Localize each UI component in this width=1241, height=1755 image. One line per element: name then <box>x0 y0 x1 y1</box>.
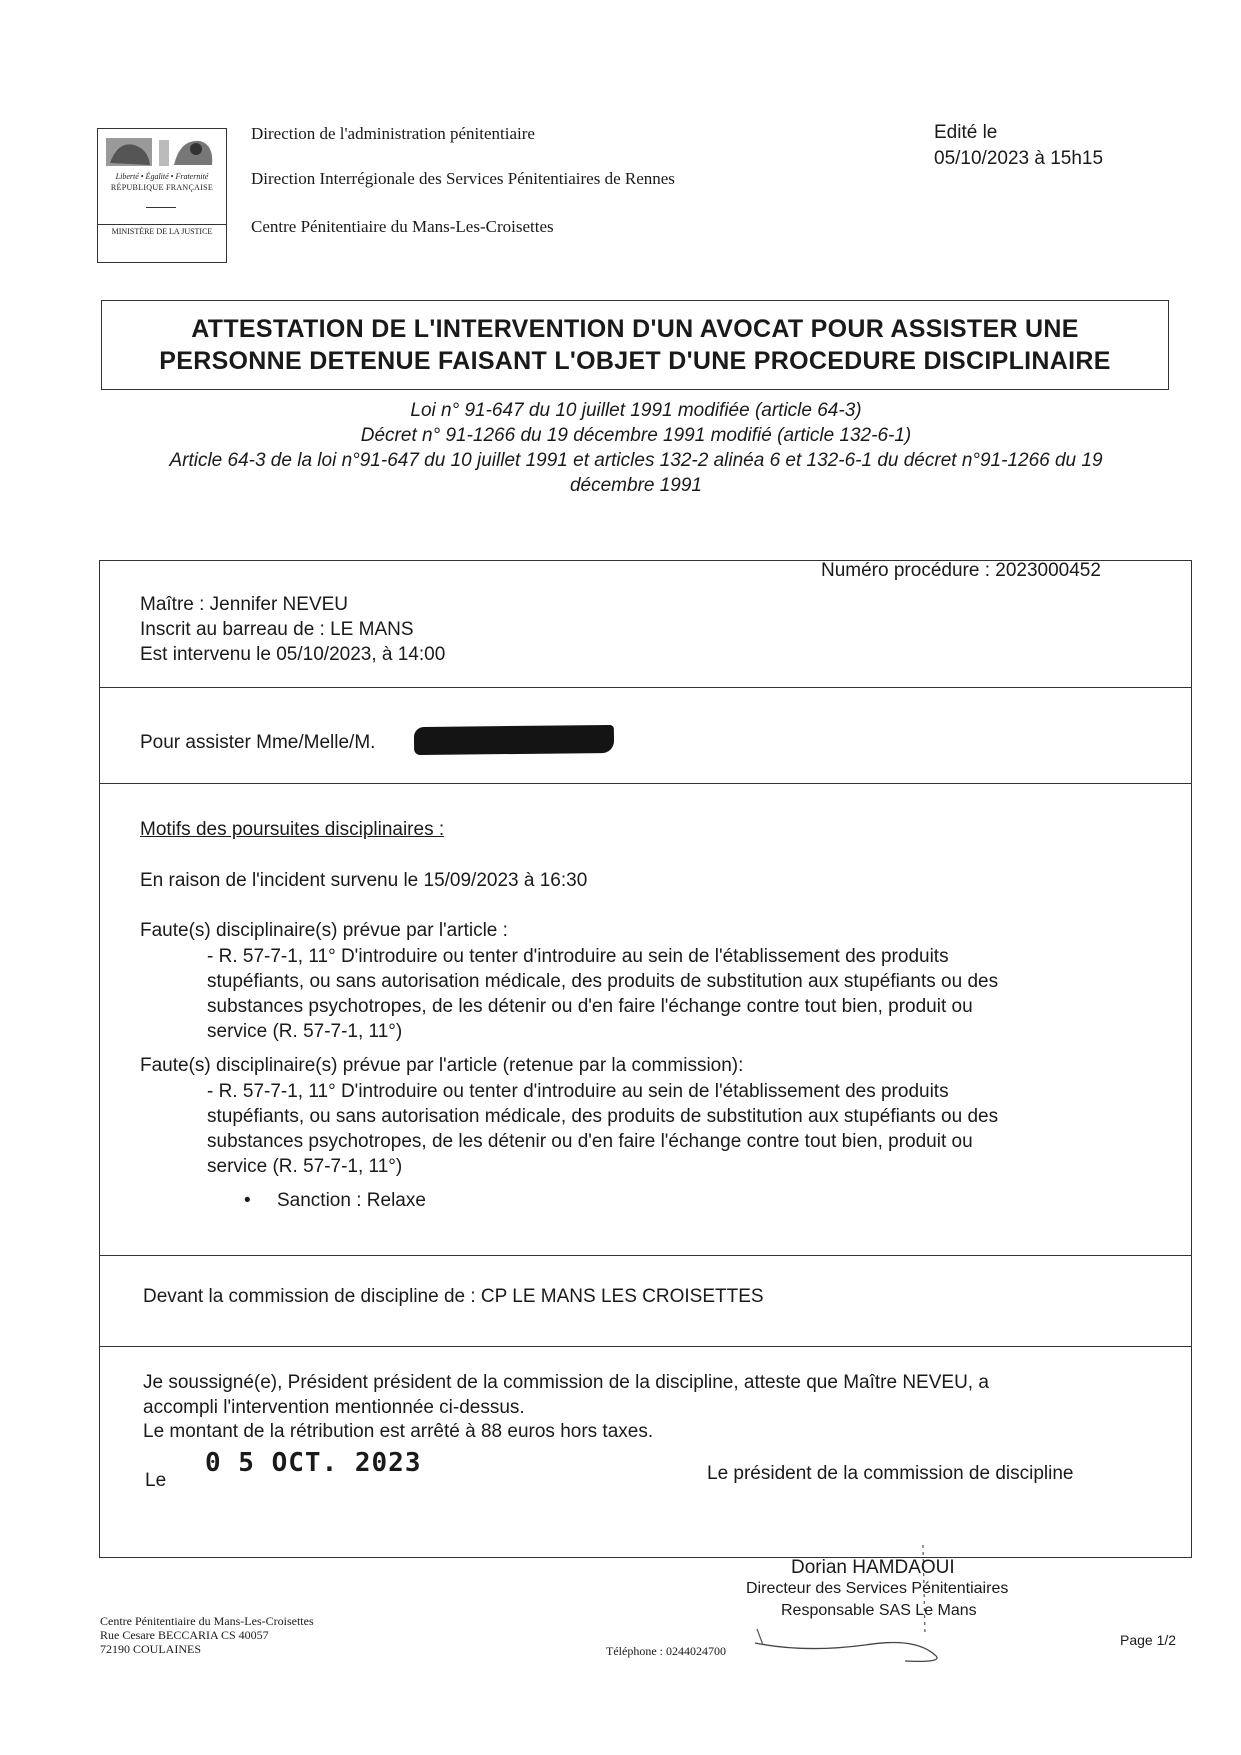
footer-address-line: Centre Pénitentiaire du Mans-Les-Croisettes <box>100 1614 314 1628</box>
signatory-title-2: Responsable SAS Le Mans <box>781 1602 977 1619</box>
bar-registration: Inscrit au barreau de : LE MANS <box>140 619 414 640</box>
faute-line: stupéfiants, ou sans autorisation médicale, des produits de substitution aux stupéfiants ou des <box>207 1106 999 1127</box>
president-label: Le président de la commission de discipline <box>707 1463 1074 1484</box>
faute-retenue-text <box>207 1079 1147 1179</box>
faute-text <box>207 944 1147 1044</box>
header-direction-interregionale: Direction Interrégionale des Services Pénitentiaires de Rennes <box>251 169 675 188</box>
faute-line: stupéfiants, ou sans autorisation médicale, des produits de substitution aux stupéfiants ou des <box>207 971 999 992</box>
separator <box>100 783 1191 784</box>
faute-line: - R. 57-7-1, 11° D'introduire ou tenter d'introduire au sein de l'établissement des produits <box>207 946 949 967</box>
signatory-title-1: Directeur des Services Pénitentiaires <box>746 1580 1009 1597</box>
bullet-icon: • <box>244 1190 251 1211</box>
legal-references <box>96 398 1176 498</box>
separator <box>100 1346 1191 1347</box>
logo-republique: RÉPUBLIQUE FRANÇAISE <box>110 183 214 192</box>
footer-address <box>100 1614 314 1656</box>
legal-ref-article: Article 64-3 de la loi n°91-647 du 10 juillet 1991 et articles 132-2 alinéa 6 et 132-6-1 du décret n°91-1266 du 19 <box>169 450 1103 471</box>
redacted-detainee-name <box>414 725 614 755</box>
faute-line: service (R. 57-7-1, 11°) <box>207 1156 403 1177</box>
intervention-datetime: Est intervenu le 05/10/2023, à 14:00 <box>140 644 446 665</box>
separator <box>100 687 1191 688</box>
footer-telephone: Téléphone : 0244024700 <box>606 1644 726 1658</box>
faute-label: Faute(s) disciplinaire(s) prévue par l'article : <box>140 920 508 941</box>
sanction: Sanction : Relaxe <box>277 1190 426 1211</box>
marianne-icon <box>104 135 218 169</box>
footer-address-line: Rue Cesare BECCARIA CS 40057 <box>100 1628 269 1642</box>
logo-devise: Liberté • Égalité • Fraternité <box>115 172 209 181</box>
title-line-1: ATTESTATION DE L'INTERVENTION D'UN AVOCAT POUR ASSISTER UNE <box>191 315 1079 343</box>
header-direction-ap: Direction de l'administration pénitentiaire <box>251 124 535 143</box>
edited-date: 05/10/2023 à 15h15 <box>934 148 1104 169</box>
edited-label: Edité le <box>934 122 998 143</box>
date-stamp: 0 5 OCT. 2023 <box>205 1448 422 1478</box>
signatory-name: Dorian HAMDAOUI <box>791 1557 955 1578</box>
page-number: Page 1/2 <box>1120 1632 1177 1648</box>
logo-divider <box>146 207 176 208</box>
footer-address-line: 72190 COULAINES <box>100 1642 201 1656</box>
incident-line: En raison de l'incident survenu le 15/09/2023 à 16:30 <box>140 870 588 891</box>
separator <box>100 1255 1191 1256</box>
faute-line: substances psychotropes, de les détenir ou d'en faire l'échange contre tout bien, produit ou <box>207 1131 973 1152</box>
title-line-2: PERSONNE DETENUE FAISANT L'OBJET D'UNE PROCEDURE DISCIPLINAIRE <box>159 347 1111 375</box>
logo-ministere: MINISTÈRE DE LA JUSTICE <box>98 224 226 236</box>
faute-line: - R. 57-7-1, 11° D'introduire ou tenter d'introduire au sein de l'établissement des produits <box>207 1081 949 1102</box>
attestation-line-2: accompli l'intervention mentionnée ci-dessus. <box>143 1397 525 1418</box>
commission-line: Devant la commission de discipline de : CP LE MANS LES CROISETTES <box>143 1286 764 1307</box>
le-label: Le <box>145 1470 167 1491</box>
edited-block <box>934 120 1103 172</box>
document-title <box>101 300 1169 390</box>
faute-retenue-label: Faute(s) disciplinaire(s) prévue par l'article (retenue par la commission): <box>140 1055 744 1076</box>
assist-label: Pour assister Mme/Melle/M. <box>140 732 376 753</box>
header-centre: Centre Pénitentiaire du Mans-Les-Croisettes <box>251 217 554 236</box>
motifs-heading: Motifs des poursuites disciplinaires : <box>140 819 445 840</box>
legal-ref-article-cont: décembre 1991 <box>569 475 703 496</box>
legal-ref-decret: Décret n° 91-1266 du 19 décembre 1991 modifié (article 132-6-1) <box>360 425 912 446</box>
faute-line: service (R. 57-7-1, 11°) <box>207 1021 403 1042</box>
attestation-line-1: Je soussigné(e), Président président de la commission de la discipline, atteste que Maître NEVEU, a <box>143 1372 989 1393</box>
faute-line: substances psychotropes, de les détenir ou d'en faire l'échange contre tout bien, produit ou <box>207 996 973 1017</box>
legal-ref-loi: Loi n° 91-647 du 10 juillet 1991 modifiée (article 64-3) <box>410 400 862 421</box>
ministry-logo <box>97 128 227 263</box>
lawyer-name: Maître : Jennifer NEVEU <box>140 594 349 615</box>
attestation-line-3: Le montant de la rétribution est arrêté à 88 euros hors taxes. <box>143 1421 654 1442</box>
procedure-number: Numéro procédure : 2023000452 <box>821 560 1101 581</box>
